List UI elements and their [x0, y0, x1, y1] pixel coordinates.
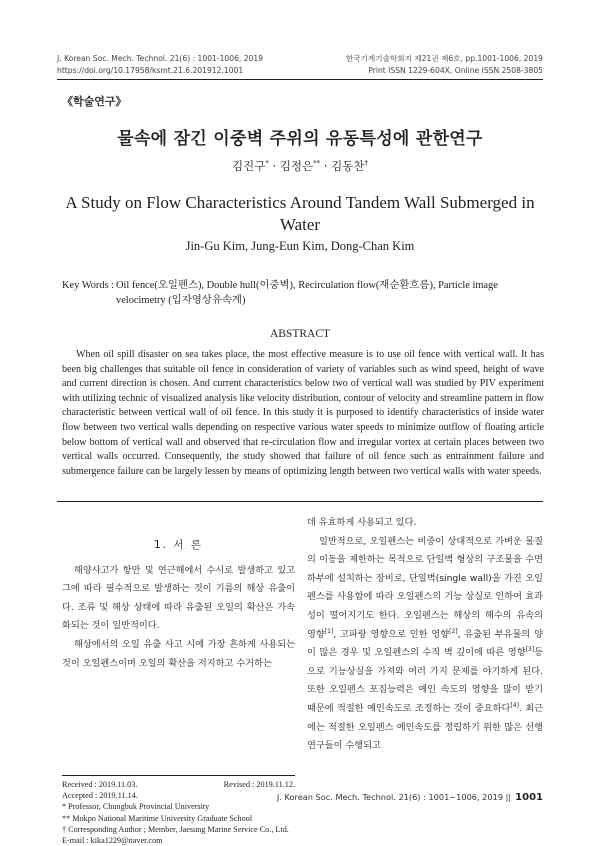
title-korean: 물속에 잠긴 이중벽 주위의 유동특성에 관한연구 [117, 129, 483, 149]
citation-ref[interactable]: [2] [449, 627, 458, 635]
abstract-divider [57, 501, 543, 502]
header-divider [57, 79, 543, 80]
body-paragraph [307, 533, 543, 756]
title-english: A Study on Flow Characteristics Around Tandem Wall Submerged in Water [65, 193, 535, 234]
section-heading: 1. 서 론 [154, 539, 203, 551]
footnote-affiliation: * Professor, Chungbuk Provincial University [62, 802, 210, 812]
footnotes [62, 779, 295, 846]
authors-english: Jin-Gu Kim, Jung-Eun Kim, Dong-Chan Kim [185, 239, 415, 253]
running-header-left [57, 53, 263, 77]
affiliation-mark: † [364, 159, 368, 168]
page-number: 1001 [515, 792, 543, 803]
citation-ref[interactable]: [1] [324, 627, 334, 635]
citation-ref[interactable]: [3] [525, 646, 535, 654]
text-run: , 유출된 부유물의 양이 많은 경우 및 오일펜스의 수직 벽 깊이에 따른 영향 [307, 628, 543, 659]
citation-ref[interactable]: [4] [510, 701, 519, 709]
body-paragraph: 해상에서의 오일 유출 사고 시에 가장 흔하게 사용되는 것이 오일펜스이며 오일의 확산을 저지하고 수거하는 [62, 638, 295, 669]
text-run: 일반적으로, 오일펜스는 비중이 상대적으로 가벼운 물질의 이동을 제한하는 목적으로 단일벽 형상의 구조물을 수면 하부에 설치하는 장비로, 단일벽(single wall)을 가진 오일펜스를 사용함에 따라 오일펜스의 기능 상실로 인하여 효과성이 떨어지기도 한다. 오일펜스는 해상의 해수의 유속의 영향 [307, 535, 543, 640]
affiliation-mark: * [265, 159, 269, 168]
journal-citation-korean: 한국기계기술학회지 제21권 제6호, pp.1001-1006, 2019 [345, 54, 543, 63]
author-name: 김진구 [232, 159, 266, 173]
journal-citation: J. Korean Soc. Mech. Technol. 21(6) : 1001-1006, 2019 [57, 54, 264, 63]
keywords [62, 278, 544, 308]
keywords-label: Key Words : [62, 280, 115, 291]
abstract-heading: ABSTRACT [269, 328, 331, 340]
text-run: , 고파랑 영향으로 인한 영향 [333, 628, 450, 640]
left-column [62, 536, 295, 673]
footnote-divider [62, 775, 295, 776]
body-paragraph-continued: 데 유효하게 사용되고 있다. [307, 517, 417, 528]
issn-line: Print ISSN 1229-604X, Online ISSN 2508-3805 [368, 66, 543, 75]
body-paragraph: 해양사고가 항만 및 연근해에서 수시로 발생하고 있고 그에 따라 필수적으로 발생하는 것이 기름의 해상 유출이다. 조류 및 해상 상태에 따라 유출된 오일의 확산은 가속화되는 것이 일반적이다. [62, 564, 295, 632]
keywords-text: Oil fence(오일펜스), Double hull(이중벽), Recirculation flow(재순환흐름), Particle image velocimetry (입자영상유속계) [116, 280, 498, 306]
received-date: Received : 2019.11.03. [62, 780, 138, 789]
text-run: . 최근에는 적절한 오일펜스 예인속도를 정립하기 위한 많은 선행 연구들이 수행되고 [307, 702, 543, 752]
abstract-text: When oil spill disaster on sea takes place, the most effective measure is to use oil fence with vertical wall. It has been big challenges that suitable oil fence in consideration of variety of variables such as wind speed, height of wave and current direction is chosen. And current characteristics below two of vertical wall was studied by PIV experiment with utilizing technic of visualized analysis like velocity distribution, contour of velocity and streamline pattern in flow characteristic between vertical wall of oil fence. In this study it is purposed to identify characteristics of inside water flow between two vertical walls depending on respective various water speeds to minimize outflow of floating article below bottom of vertical wall and observed that re-circulation flow and irregular vortex at certain places between two vertical walls occurred. Consequently, the study showed that failure of oil fence such as entrainment failure and submergence failure can be largely lessen by means of optimizing length between two vertical walls with water speeds. [62, 349, 544, 477]
revised-date: Revised : 2019.11.12. [223, 780, 295, 789]
article-category: 《학술연구》 [62, 95, 127, 108]
right-column [307, 514, 543, 756]
doi-link[interactable]: https://doi.org/10.17958/ksmt.21.6.201912.1001 [57, 66, 244, 75]
footer-citation: J. Korean Soc. Mech. Technol. 21(6) : 1001~1006, 2019 || [276, 792, 512, 802]
authors-korean [0, 158, 600, 174]
dates-row [62, 779, 295, 790]
author-name: · 김동찬 [320, 159, 365, 173]
page-footer [277, 792, 543, 803]
affiliation-mark: ** [313, 159, 321, 168]
text-run: 등으로 기능상실을 가져와 여러 가지 문제를 야기하게 된다. 또한 오일펜스 포집능력은 예인 속도의 영향을 많이 받기 때문에 적절한 예인속도로 조정하는 것이 중요하다 [307, 647, 543, 714]
accepted-date: Accepted : 2019.11.14. [62, 791, 138, 801]
author-name: · 김정은 [268, 159, 314, 173]
footnote-corresponding-author: † Corresponding Author ; Member, Jaesung Marine Service Co., Ltd. E-mail : kika1229@naver.com [62, 824, 289, 846]
footnote-affiliation: ** Mokpo National Maritime University Graduate School [62, 813, 253, 823]
running-header-right [346, 53, 543, 77]
